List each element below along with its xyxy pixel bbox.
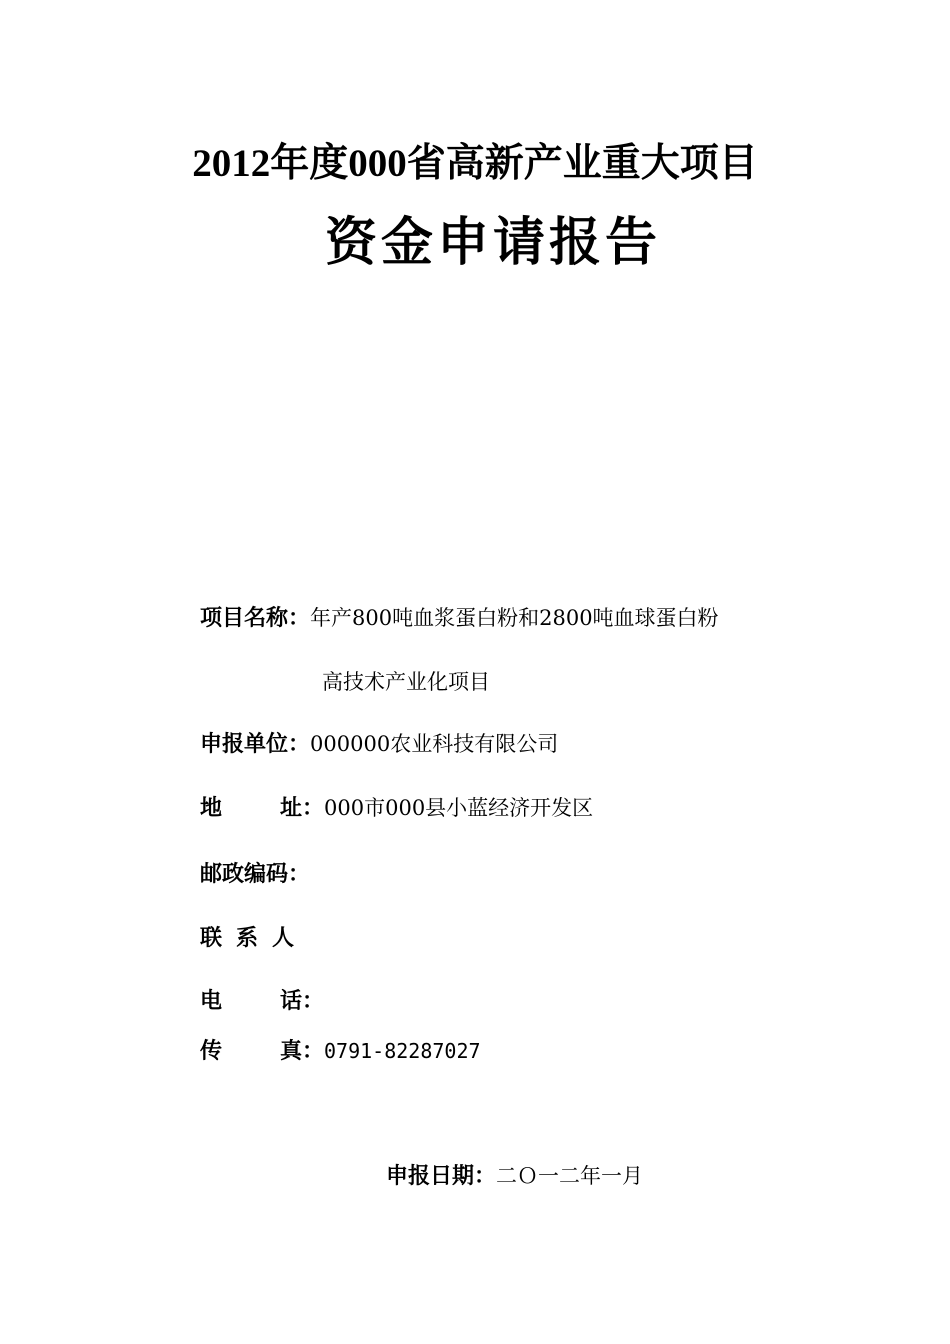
field-phone — [200, 986, 324, 1017]
field-postcode — [200, 859, 310, 890]
field-applicant — [200, 729, 558, 760]
field-date — [386, 1161, 643, 1192]
date-colon: ： — [474, 1164, 497, 1189]
fax-label: 传真 — [200, 1039, 302, 1064]
contact-label: 联系人 — [200, 926, 309, 951]
project-name-value: 年产800吨血浆蛋白粉和2800吨血球蛋白粉 — [310, 606, 719, 630]
postcode-colon: ： — [288, 862, 311, 887]
phone-colon: ： — [302, 989, 325, 1014]
project-name-colon: ： — [288, 606, 311, 631]
project-name-value-continued: 高技术产业化项目 — [322, 670, 490, 694]
phone-label: 电话 — [200, 989, 302, 1014]
field-address — [200, 793, 593, 824]
fax-colon: ： — [302, 1039, 325, 1064]
applicant-label: 申报单位 — [200, 732, 289, 757]
date-label: 申报日期 — [386, 1164, 475, 1189]
address-value: 000市000县小蓝经济开发区 — [324, 796, 594, 820]
field-fax — [200, 1036, 481, 1067]
address-label: 地址 — [200, 796, 302, 821]
field-contact — [200, 923, 308, 954]
field-project-name — [200, 603, 719, 634]
date-value: 二Ｏ一二年一月 — [496, 1164, 644, 1188]
document-title-main: 资金申请报告 — [324, 213, 661, 273]
applicant-value: 000000农业科技有限公司 — [310, 732, 559, 756]
project-name-label: 项目名称 — [200, 606, 289, 631]
document-title-line1: 2012年度000省高新产业重大项目 — [192, 142, 758, 185]
applicant-colon: ： — [288, 732, 311, 757]
fax-value: 0791-82287027 — [324, 1039, 481, 1063]
address-colon: ： — [302, 796, 325, 821]
postcode-label: 邮政编码 — [200, 862, 289, 887]
